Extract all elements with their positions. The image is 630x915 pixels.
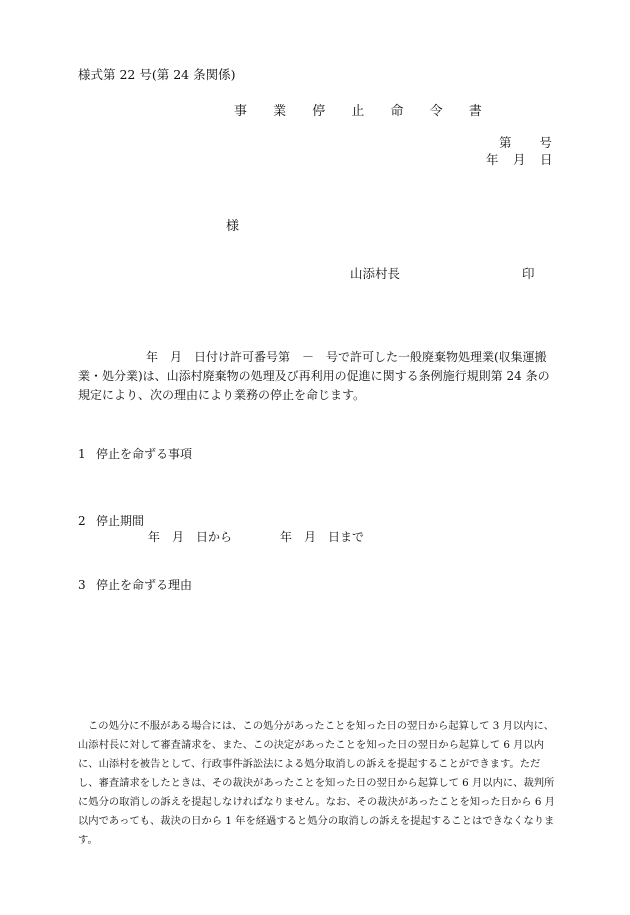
section-1 <box>78 445 192 462</box>
section-number: 1 <box>78 447 86 461</box>
section-label: 停止を命ずる事項 <box>96 447 193 461</box>
body-text <box>78 348 554 405</box>
body-paragraph: 年 月 日付け許可番号第 － 号で許可した一般廃棄物処理業(収集運搬業・処分業)は、山添村廃棄物の処理及び再利用の促進に関する条例施行規則第 24 条の規定により、次の理由により業務の停止を命じます。 <box>78 350 550 402</box>
document-number: 第 号 <box>499 135 554 150</box>
document-date: 年 月 日 <box>486 152 554 167</box>
section-3 <box>78 576 192 593</box>
document-title: 事 業 停 止 命 令 書 <box>234 104 493 119</box>
issuer-name: 山添村長 <box>350 266 401 281</box>
seal-mark: 印 <box>522 266 535 281</box>
addressee-suffix: 様 <box>226 219 240 234</box>
form-number: 様式第 22 号(第 24 条関係) <box>78 67 236 82</box>
section-label: 停止を命ずる理由 <box>96 578 193 592</box>
section-number: 2 <box>78 514 86 528</box>
section-number: 3 <box>78 578 86 592</box>
section-2 <box>78 512 144 529</box>
appeal-notice <box>78 717 556 850</box>
appeal-notice-text: この処分に不服がある場合には、この処分があったことを知った日の翌日から起算して 3 月以内に、山添村長に対して審査請求を、また、この決定があったことを知った日の翌日から起算して 6 月以内に、山添村を被告として、行政事件訴訟法による処分取消しの訴えを提起することができます。ただし、審査請求をしたときは、その裁決があったことを知った日の翌日から起算して 6 月以内に、裁判所に処分の取消しの訴えを提起しなければなりません。なお、その裁決があったことを知った日から 6 月以内であっても、裁決の日から 1 年を経過すると処分の取消しの訴えを提起することはできなくなります。 <box>78 720 555 846</box>
section-label: 停止期間 <box>96 514 145 528</box>
suspension-period: 年 月 日から 年 月 日まで <box>148 530 365 544</box>
